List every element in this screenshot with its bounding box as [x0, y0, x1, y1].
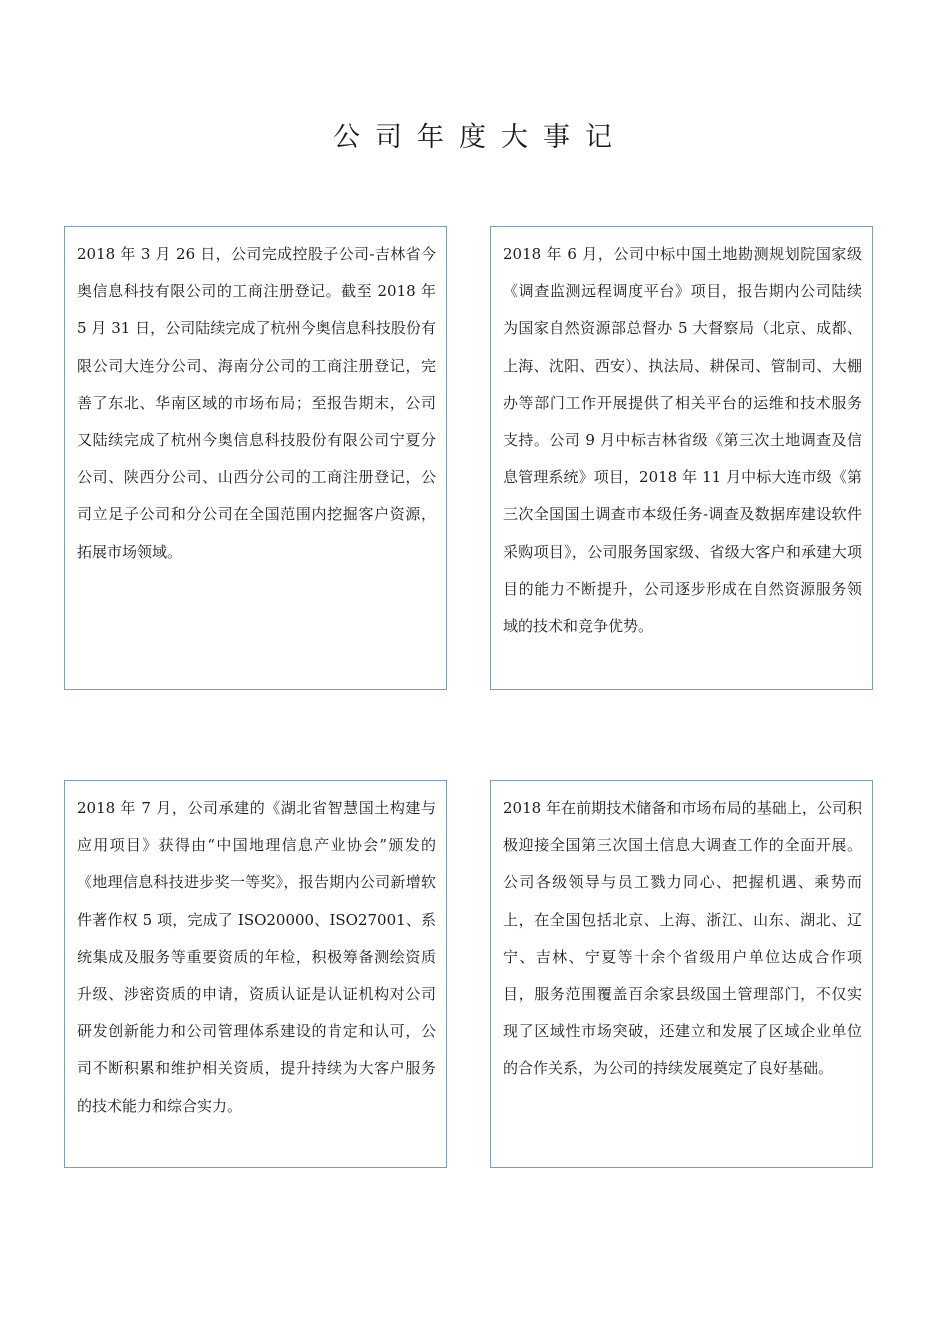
event-text: 2018 年在前期技术储备和市场布局的基础上，公司积极迎接全国第三次国土信息大调查工作的全面开展。公司各级领导与员工戮力同心、把握机遇、乘势而上，在全国包括北京、上海、浙江、山东、湖北、辽宁、吉林、宁夏等十余个省级用户单位达成合作项目，服务范围覆盖百余家县级国土管理部门，不仅实现了区域性市场突破，还建立和发展了区域企业单位的合作关系，为公司的持续发展奠定了良好基础。 [503, 799, 862, 1078]
event-box-market-expansion [490, 780, 873, 1168]
event-box-awards-qualifications [64, 780, 447, 1168]
event-box-project-bids [490, 226, 873, 690]
event-text: 2018 年 6 月，公司中标中国土地勘测规划院国家级《调查监测远程调度平台》项目，报告期内公司陆续为国家自然资源部总督办 5 大督察局（北京、成都、上海、沈阳、西安）、执法局、耕保司、管制司、大棚办等部门工作开展提供了相关平台的运维和技术服务支持。公司 9 月中标吉林省级《第三次土地调查及信息管理系统》项目，2018 年 11 月中标大连市级《第三次全国国土调查市本级任务-调查及数据库建设软件采购项目》，公司服务国家级、省级大客户和承建大项目的能力不断提升，公司逐步形成在自然资源服务领域的技术和竞争优势。 [503, 245, 862, 636]
page-title: 公司年度大事记 [333, 122, 627, 153]
event-text: 2018 年 3 月 26 日，公司完成控股子公司-吉林省今奥信息科技有限公司的工商注册登记。截至 2018 年 5 月 31 日，公司陆续完成了杭州今奥信息科技股份有限公司大连分公司、海南分公司的工商注册登记，完善了东北、华南区域的市场布局；至报告期末，公司又陆续完成了杭州今奥信息科技股份有限公司宁夏分公司、陕西分公司、山西分公司的工商注册登记，公司立足子公司和分公司在全国范围内挖掘客户资源，拓展市场领域。 [77, 245, 436, 561]
event-box-company-registration [64, 226, 447, 690]
event-text: 2018 年 7 月，公司承建的《湖北省智慧国土构建与应用项目》获得由“中国地理信息产业协会”颁发的《地理信息科技进步奖一等奖》，报告期内公司新增软件著作权 5 项，完成了 ISO20000、ISO27001、系统集成及服务等重要资质的年检，积极筹备测绘资质升级、涉密资质的申请，资质认证是认证机构对公司研发创新能力和公司管理体系建设的肯定和认可，公司不断积累和维护相关资质，提升持续为大客户服务的技术能力和综合实力。 [77, 799, 436, 1115]
